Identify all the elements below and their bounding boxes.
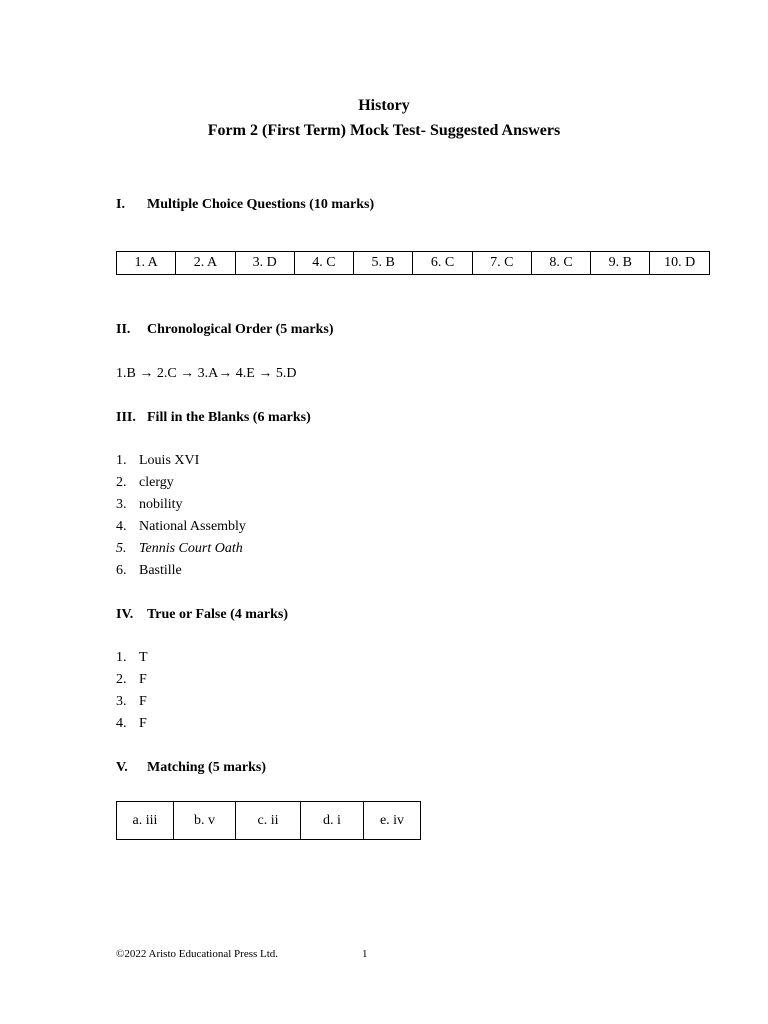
multiple-choice-answer-table bbox=[116, 251, 710, 275]
section-2-title: Chronological Order (5 marks) bbox=[147, 322, 334, 337]
answer-cell: 8. C bbox=[531, 252, 590, 275]
item-text: National Assembly bbox=[139, 519, 246, 534]
item-number: 3. bbox=[116, 694, 127, 709]
table-row bbox=[117, 802, 421, 840]
answer-cell: 5. B bbox=[354, 252, 413, 275]
subject-title: History bbox=[358, 97, 410, 114]
item-number: 1. bbox=[116, 650, 127, 665]
item-text: F bbox=[139, 672, 147, 687]
answer-cell: b. v bbox=[174, 802, 236, 840]
section-4-title: True or False (4 marks) bbox=[147, 607, 289, 622]
item-number: 6. bbox=[116, 563, 127, 578]
list-item bbox=[116, 713, 148, 735]
item-text: Louis XVI bbox=[139, 453, 200, 468]
item-number: 2. bbox=[116, 672, 127, 687]
table-row bbox=[117, 252, 710, 275]
item-text: clergy bbox=[139, 475, 174, 490]
matching-answer-table bbox=[116, 801, 421, 840]
chronological-sequence: 1.B → 2.C → 3.A→ 4.E → 5.D bbox=[116, 366, 297, 381]
section-1-heading bbox=[116, 197, 374, 213]
answer-cell: 10. D bbox=[650, 252, 710, 275]
list-item bbox=[116, 516, 246, 538]
section-3-heading bbox=[116, 410, 311, 426]
list-item bbox=[116, 560, 246, 582]
answer-cell: 9. B bbox=[591, 252, 650, 275]
item-text: Tennis Court Oath bbox=[139, 541, 243, 556]
answer-cell: 4. C bbox=[294, 252, 353, 275]
true-false-list bbox=[116, 647, 148, 735]
list-item bbox=[116, 494, 246, 516]
answer-cell: 6. C bbox=[413, 252, 472, 275]
section-5-number: V. bbox=[116, 760, 128, 775]
list-item bbox=[116, 691, 148, 713]
list-item bbox=[116, 472, 246, 494]
item-number: 5. bbox=[116, 541, 127, 556]
section-3-number: III. bbox=[116, 410, 136, 425]
section-5-heading bbox=[116, 760, 266, 776]
item-text: F bbox=[139, 694, 147, 709]
item-text: Bastille bbox=[139, 563, 182, 578]
list-item bbox=[116, 450, 246, 472]
section-1-title: Multiple Choice Questions (10 marks) bbox=[147, 197, 375, 212]
section-1-number: I. bbox=[116, 197, 125, 212]
answer-cell: 2. A bbox=[176, 252, 235, 275]
list-item bbox=[116, 669, 148, 691]
answer-cell: 3. D bbox=[235, 252, 294, 275]
item-text: T bbox=[139, 650, 148, 665]
list-item bbox=[116, 538, 246, 560]
item-number: 1. bbox=[116, 453, 127, 468]
page-number: 1 bbox=[362, 948, 368, 960]
item-text: F bbox=[139, 716, 147, 731]
section-5-title: Matching (5 marks) bbox=[147, 760, 266, 775]
answer-cell: e. iv bbox=[364, 802, 421, 840]
list-item bbox=[116, 647, 148, 669]
answer-cell: c. ii bbox=[236, 802, 301, 840]
section-4-heading bbox=[116, 607, 288, 623]
footer-copyright: ©2022 Aristo Educational Press Ltd. bbox=[116, 948, 279, 960]
answer-cell: 1. A bbox=[117, 252, 176, 275]
item-number: 2. bbox=[116, 475, 127, 490]
fill-in-blanks-list bbox=[116, 450, 246, 582]
section-3-title: Fill in the Blanks (6 marks) bbox=[147, 410, 311, 425]
page-title: Form 2 (First Term) Mock Test- Suggested Answers bbox=[207, 122, 561, 139]
answer-cell: d. i bbox=[301, 802, 364, 840]
item-text: nobility bbox=[139, 497, 183, 512]
section-2-number: II. bbox=[116, 322, 131, 337]
answer-cell: 7. C bbox=[472, 252, 531, 275]
answer-cell: a. iii bbox=[117, 802, 174, 840]
item-number: 4. bbox=[116, 716, 127, 731]
item-number: 3. bbox=[116, 497, 127, 512]
section-2-heading bbox=[116, 322, 334, 338]
section-4-number: IV. bbox=[116, 607, 134, 622]
item-number: 4. bbox=[116, 519, 127, 534]
